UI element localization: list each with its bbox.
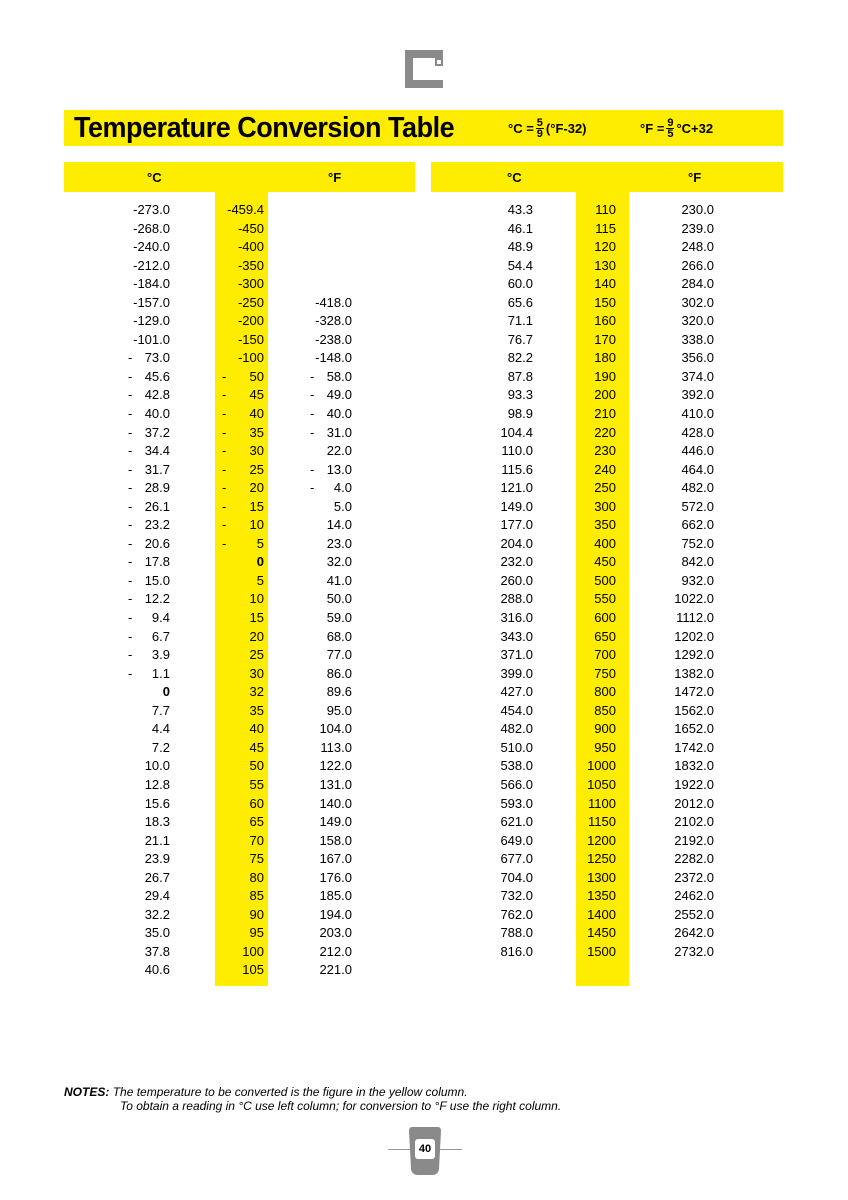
table-cell-fahrenheit: 2462.0: [674, 888, 714, 904]
table-cell-fahrenheit: 932.0: [681, 572, 714, 588]
table-cell-fahrenheit: 185.0: [319, 888, 352, 904]
table-cell-convert: - 10: [222, 517, 264, 533]
table-cell-convert: 1450: [587, 925, 616, 941]
table-cell-fahrenheit: 104.0: [319, 721, 352, 737]
table-cell-fahrenheit: 32.0: [326, 554, 352, 570]
table-cell-celsius: 288.0: [500, 591, 533, 607]
table-cell-celsius: 40.6: [144, 962, 170, 978]
table-cell-convert: 1350: [587, 888, 616, 904]
table-cell-celsius: - 42.8: [128, 387, 170, 403]
table-cell-celsius: 454.0: [500, 702, 533, 718]
table-cell-fahrenheit: 2642.0: [674, 925, 714, 941]
table-cell-celsius: - 20.6: [128, 535, 170, 551]
table-cell-convert: 95: [249, 925, 264, 941]
table-cell-convert: 1250: [587, 851, 616, 867]
table-cell-convert: - 30: [222, 443, 264, 459]
formula-fahrenheit: [640, 110, 713, 146]
left-fahrenheit-column: [310, 201, 352, 980]
table-cell-celsius: 7.2: [151, 739, 170, 755]
table-cell-convert: 1500: [587, 943, 616, 959]
table-cell-convert: 400: [594, 535, 616, 551]
table-cell-fahrenheit: 140.0: [319, 795, 352, 811]
table-cell-celsius: 46.1: [507, 220, 533, 236]
table-cell-convert: 80: [249, 869, 264, 885]
table-cell-celsius: -184.0: [133, 276, 170, 292]
table-cell-convert: 1400: [587, 906, 616, 922]
table-cell-convert: 50: [249, 758, 264, 774]
table-cell-convert: 350: [594, 517, 616, 533]
table-cell-convert: 230: [594, 443, 616, 459]
table-cell-fahrenheit: 41.0: [326, 572, 352, 588]
table-cell-convert: 190: [594, 368, 616, 384]
table-cell-celsius: - 12.2: [128, 591, 170, 607]
table-cell-celsius: 7.7: [151, 702, 170, 718]
table-cell-fahrenheit: 221.0: [319, 962, 352, 978]
table-cell-convert: 60: [249, 795, 264, 811]
table-cell-fahrenheit: 1832.0: [674, 758, 714, 774]
table-cell-celsius: -240.0: [133, 239, 170, 255]
table-cell-fahrenheit: -148.0: [315, 350, 352, 366]
table-cell-convert: 850: [594, 702, 616, 718]
table-cell-fahrenheit: 167.0: [319, 851, 352, 867]
table-cell-fahrenheit: 1292.0: [674, 647, 714, 663]
table-cell-convert: 105: [242, 962, 264, 978]
table-cell-celsius: 93.3: [507, 387, 533, 403]
table-cell-fahrenheit: 1382.0: [674, 665, 714, 681]
table-cell-celsius: 371.0: [500, 647, 533, 663]
table-cell-celsius: 54.4: [507, 257, 533, 273]
table-cell-celsius: 510.0: [500, 739, 533, 755]
table-cell-celsius: -129.0: [133, 313, 170, 329]
table-cell-fahrenheit: 230.0: [681, 202, 714, 217]
table-cell-celsius: 35.0: [144, 925, 170, 941]
table-cell-celsius: 26.7: [144, 869, 170, 885]
table-cell-fahrenheit: 89.6: [326, 684, 352, 700]
right-celsius-column: [480, 201, 533, 961]
table-cell-celsius: - 28.9: [128, 480, 170, 496]
table-cell-fahrenheit: 212.0: [319, 943, 352, 959]
table-cell-celsius: 15.6: [144, 795, 170, 811]
table-cell-fahrenheit: 68.0: [326, 628, 352, 644]
table-cell-celsius: - 9.4: [128, 610, 170, 626]
table-cell-convert: -350: [237, 257, 264, 273]
table-cell-convert: 160: [594, 313, 616, 329]
left-table-header: [64, 162, 415, 192]
table-cell-fahrenheit: 752.0: [681, 535, 714, 551]
table-cell-fahrenheit: [310, 275, 352, 294]
table-cell-celsius: 104.4: [500, 424, 533, 440]
table-cell-celsius: 23.9: [144, 851, 170, 867]
table-cell-fahrenheit: 1472.0: [674, 684, 714, 700]
table-cell-convert: 450: [594, 554, 616, 570]
table-cell-fahrenheit: 464.0: [681, 461, 714, 477]
table-cell-celsius: 538.0: [500, 758, 533, 774]
title-bar: [64, 110, 783, 146]
table-cell-convert: -450: [237, 220, 264, 236]
table-cell-fahrenheit: 158.0: [319, 832, 352, 848]
table-cell-celsius: - 26.1: [128, 498, 170, 514]
formula-f-fraction: [666, 118, 674, 139]
table-cell-fahrenheit: - 40.0: [310, 406, 352, 422]
table-cell-convert: 1150: [588, 814, 616, 830]
table-cell-fahrenheit: [310, 201, 352, 220]
table-cell-celsius: 12.8: [144, 776, 170, 792]
table-cell-celsius: - 6.7: [128, 628, 170, 644]
table-cell-fahrenheit: 392.0: [681, 387, 714, 403]
table-cell-fahrenheit: 22.0: [326, 443, 352, 459]
table-cell-celsius: 18.3: [144, 814, 170, 830]
table-cell-convert: 10: [249, 591, 264, 607]
table-cell-celsius: -157.0: [133, 294, 170, 310]
table-cell-fahrenheit: 2012.0: [674, 795, 714, 811]
table-cell-convert: 950: [594, 739, 616, 755]
table-cell-fahrenheit: - 13.0: [310, 461, 352, 477]
table-cell-celsius: 32.2: [144, 906, 170, 922]
table-cell-celsius: 110.0: [501, 443, 533, 459]
table-cell-convert: 32: [249, 684, 264, 700]
table-cell-fahrenheit: 842.0: [681, 554, 714, 570]
table-cell-convert: 220: [594, 424, 616, 440]
table-cell-fahrenheit: - 49.0: [310, 387, 352, 403]
table-cell-convert: -300: [237, 276, 264, 292]
table-cell-celsius: - 34.4: [128, 443, 170, 459]
table-cell-convert: 120: [594, 239, 616, 255]
table-cell-fahrenheit: 50.0: [326, 591, 352, 607]
table-cell-celsius: - 23.2: [128, 517, 170, 533]
table-cell-convert: 1000: [587, 758, 616, 774]
table-cell-convert: 1200: [587, 832, 616, 848]
table-cell-convert: 25: [249, 647, 264, 663]
header-fahrenheit-right: °F: [688, 170, 702, 185]
table-cell-fahrenheit: 23.0: [326, 535, 352, 551]
table-cell-convert: - 45: [222, 387, 264, 403]
formula-c-fraction: [536, 118, 544, 139]
header-celsius-left: °C: [147, 170, 162, 185]
table-cell-convert: 30: [249, 665, 264, 681]
table-cell-celsius: 98.9: [507, 406, 533, 422]
table-cell-celsius: - 31.7: [128, 461, 170, 477]
table-cell-convert: 170: [594, 331, 616, 347]
table-cell-convert: 700: [594, 647, 616, 663]
table-cell-convert: 20: [249, 628, 264, 644]
table-cell-fahrenheit: 284.0: [681, 276, 714, 292]
formula-c-lhs: °C =: [508, 120, 534, 136]
table-cell-convert: 1050: [587, 776, 616, 792]
formula-f-rhs: °C+32: [676, 120, 714, 136]
table-cell-celsius: 76.7: [507, 331, 533, 347]
table-cell-fahrenheit: 122.0: [319, 758, 352, 774]
table-cell-fahrenheit: 203.0: [319, 925, 352, 941]
table-cell-celsius: 621.0: [500, 814, 533, 830]
table-cell-convert: 90: [249, 906, 264, 922]
table-cell-celsius: 10.0: [144, 758, 170, 774]
table-cell-convert: 55: [249, 776, 264, 792]
table-cell-fahrenheit: 2552.0: [674, 906, 714, 922]
table-cell-celsius: - 3.9: [128, 647, 170, 663]
table-cell-celsius: - 37.2: [128, 424, 170, 440]
table-cell-fahrenheit: 14.0: [326, 517, 352, 533]
table-cell-fahrenheit: 86.0: [326, 665, 352, 681]
table-cell-convert: 35: [249, 702, 264, 718]
table-cell-convert: 115: [595, 220, 616, 236]
left-celsius-column: [128, 201, 170, 980]
table-cell-convert: 180: [594, 350, 616, 366]
formula-f-numerator: 9: [667, 116, 674, 129]
table-cell-celsius: - 40.0: [128, 406, 170, 422]
table-cell-fahrenheit: 356.0: [681, 350, 714, 366]
table-cell-convert: 200: [594, 387, 616, 403]
table-cell-fahrenheit: 248.0: [681, 239, 714, 255]
table-cell-convert: 550: [594, 591, 616, 607]
brand-logo: [405, 50, 443, 88]
table-cell-convert: 500: [594, 572, 616, 588]
table-cell-fahrenheit: [310, 238, 352, 257]
table-cell-celsius: 343.0: [500, 628, 533, 644]
table-cell-celsius: 482.0: [500, 721, 533, 737]
table-cell-fahrenheit: 131.0: [319, 776, 352, 792]
table-cell-celsius: 21.1: [144, 832, 170, 848]
table-cell-celsius: 204.0: [500, 535, 533, 551]
table-cell-celsius: 788.0: [500, 925, 533, 941]
table-cell-celsius: -273.0: [133, 202, 170, 217]
table-cell-convert: -459.4: [227, 202, 264, 217]
table-cell-fahrenheit: 338.0: [681, 331, 714, 347]
table-cell-convert: 240: [594, 461, 616, 477]
table-cell-fahrenheit: 2372.0: [674, 869, 714, 885]
table-cell-convert: 40: [249, 721, 264, 737]
table-cell-celsius: 65.6: [507, 294, 533, 310]
table-cell-fahrenheit: 302.0: [681, 294, 714, 310]
table-cell-fahrenheit: 2102.0: [674, 814, 714, 830]
table-cell-convert: - 20: [222, 480, 264, 496]
table-cell-convert: 65: [249, 814, 264, 830]
table-cell-convert: 650: [594, 628, 616, 644]
right-table-header: [431, 162, 783, 192]
notes: [64, 1085, 561, 1113]
table-cell-convert: 900: [594, 721, 616, 737]
table-cell-celsius: 816.0: [500, 943, 533, 959]
table-cell-celsius: - 1.1: [128, 665, 170, 681]
notes-line-1: The temperature to be converted is the figure in the yellow column.: [112, 1085, 468, 1099]
table-cell-convert: - 40: [222, 406, 264, 422]
table-cell-fahrenheit: - 31.0: [310, 424, 352, 440]
table-cell-celsius: 566.0: [500, 776, 533, 792]
table-cell-convert: 250: [594, 480, 616, 496]
table-cell-fahrenheit: 662.0: [681, 517, 714, 533]
table-cell-convert: 85: [249, 888, 264, 904]
table-cell-fahrenheit: 572.0: [681, 498, 714, 514]
table-cell-fahrenheit: [310, 220, 352, 239]
table-cell-celsius: - 15.0: [128, 572, 170, 588]
table-cell-fahrenheit: 1202.0: [674, 628, 714, 644]
table-cell-convert: - 5: [222, 535, 264, 551]
table-cell-convert: -200: [237, 313, 264, 329]
page-number: 40: [418, 1143, 432, 1155]
table-cell-convert: 5: [256, 572, 264, 588]
header-celsius-right: °C: [507, 170, 522, 185]
table-cell-convert: 110: [595, 202, 616, 217]
table-cell-celsius: 48.9: [507, 239, 533, 255]
table-cell-fahrenheit: 1562.0: [674, 702, 714, 718]
table-cell-fahrenheit: 2192.0: [674, 832, 714, 848]
table-cell-convert: - 15: [222, 498, 264, 514]
table-cell-celsius: 60.0: [507, 276, 533, 292]
table-cell-convert: - 50: [222, 368, 264, 384]
table-cell-convert: -250: [237, 294, 264, 310]
header-fahrenheit-left: °F: [328, 170, 342, 185]
table-cell-fahrenheit: 410.0: [681, 406, 714, 422]
table-cell-fahrenheit: 2282.0: [674, 851, 714, 867]
table-cell-celsius: 427.0: [500, 684, 533, 700]
table-cell-convert: 150: [594, 294, 616, 310]
page-number-badge: [408, 1125, 442, 1177]
table-cell-convert: 1100: [588, 795, 616, 811]
table-cell-fahrenheit: 1022.0: [674, 591, 714, 607]
table-cell-fahrenheit: 1742.0: [674, 739, 714, 755]
table-cell-fahrenheit: 374.0: [681, 368, 714, 384]
table-cell-celsius: 677.0: [500, 851, 533, 867]
table-cell-celsius: -268.0: [133, 220, 170, 236]
table-cell-convert: 75: [249, 851, 264, 867]
table-cell-convert: 300: [594, 498, 616, 514]
table-cell-celsius: 82.2: [507, 350, 533, 366]
right-convert-column: [580, 201, 616, 961]
table-cell-convert: -400: [237, 239, 264, 255]
table-cell-celsius: 43.3: [507, 202, 533, 217]
table-cell-celsius: 71.1: [507, 313, 533, 329]
table-cell-celsius: 121.0: [500, 480, 533, 496]
table-cell-celsius: 260.0: [500, 572, 533, 588]
table-cell-fahrenheit: 482.0: [681, 480, 714, 496]
table-cell-convert: 1300: [587, 869, 616, 885]
table-cell-convert: 15: [249, 610, 264, 626]
table-cell-fahrenheit: -328.0: [315, 313, 352, 329]
table-cell-fahrenheit: 77.0: [326, 647, 352, 663]
formula-c-numerator: 5: [536, 116, 543, 129]
table-cell-fahrenheit: 113.0: [320, 739, 352, 755]
table-cell-fahrenheit: 95.0: [326, 702, 352, 718]
table-cell-fahrenheit: [310, 257, 352, 276]
table-cell-convert: 210: [594, 406, 616, 422]
formula-c-denominator: 9: [536, 127, 543, 140]
table-cell-celsius: 149.0: [500, 498, 533, 514]
table-cell-fahrenheit: 239.0: [681, 220, 714, 236]
notes-line-2: To obtain a reading in °C use left column; for conversion to °F use the right column.: [120, 1099, 562, 1113]
table-cell-celsius: 87.8: [507, 368, 533, 384]
table-cell-convert: 0: [256, 554, 264, 570]
table-cell-fahrenheit: 5.0: [333, 498, 352, 514]
table-cell-fahrenheit: - 4.0: [310, 480, 352, 496]
table-cell-fahrenheit: 2732.0: [674, 943, 714, 959]
table-cell-celsius: 29.4: [144, 888, 170, 904]
table-cell-celsius: 0: [162, 684, 170, 700]
table-cell-celsius: 4.4: [151, 721, 170, 737]
table-cell-fahrenheit: 149.0: [319, 814, 352, 830]
table-cell-fahrenheit: 1112.0: [676, 610, 714, 626]
table-cell-celsius: 704.0: [500, 869, 533, 885]
table-cell-fahrenheit: 1652.0: [674, 721, 714, 737]
table-cell-fahrenheit: -238.0: [315, 331, 352, 347]
table-cell-convert: - 25: [222, 461, 264, 477]
table-cell-convert: 100: [242, 943, 264, 959]
table-cell-fahrenheit: 428.0: [681, 424, 714, 440]
table-cell-convert: 130: [594, 257, 616, 273]
formula-f-lhs: °F =: [640, 120, 665, 136]
table-cell-convert: -150: [237, 331, 264, 347]
table-cell-celsius: 115.6: [501, 461, 533, 477]
table-cell-celsius: - 45.6: [128, 368, 170, 384]
table-cell-celsius: 37.8: [144, 943, 170, 959]
table-cell-fahrenheit: 1922.0: [674, 776, 714, 792]
table-cell-convert: 750: [594, 665, 616, 681]
table-cell-convert: 600: [594, 610, 616, 626]
table-cell-fahrenheit: 320.0: [681, 313, 714, 329]
formula-c-rhs: (°F-32): [545, 120, 587, 136]
notes-label: NOTES:: [64, 1085, 110, 1099]
table-cell-convert: 45: [249, 739, 264, 755]
table-cell-celsius: 232.0: [500, 554, 533, 570]
table-cell-convert: - 35: [222, 424, 264, 440]
table-cell-celsius: -212.0: [133, 257, 170, 273]
right-fahrenheit-column: [660, 201, 714, 961]
table-cell-celsius: 177.0: [500, 517, 533, 533]
table-cell-fahrenheit: 194.0: [319, 906, 352, 922]
table-cell-celsius: 762.0: [500, 906, 533, 922]
formula-celsius: [508, 110, 587, 146]
table-cell-celsius: - 17.8: [128, 554, 170, 570]
table-cell-celsius: 316.0: [500, 610, 533, 626]
table-cell-celsius: 593.0: [500, 795, 533, 811]
table-cell-fahrenheit: - 58.0: [310, 368, 352, 384]
table-cell-convert: 140: [594, 276, 616, 292]
table-cell-celsius: 649.0: [500, 832, 533, 848]
table-cell-celsius: 399.0: [500, 665, 533, 681]
table-cell-fahrenheit: 446.0: [681, 443, 714, 459]
table-cell-fahrenheit: 176.0: [319, 869, 352, 885]
table-cell-convert: 800: [594, 684, 616, 700]
table-cell-fahrenheit: 59.0: [326, 610, 352, 626]
left-convert-column: [222, 201, 264, 980]
table-cell-celsius: - 73.0: [128, 350, 170, 366]
formula-f-denominator: 5: [667, 127, 674, 140]
page-title: Temperature Conversion Table: [74, 112, 455, 144]
table-cell-fahrenheit: -418.0: [315, 294, 352, 310]
table-cell-convert: -100: [237, 350, 264, 366]
table-cell-celsius: 732.0: [500, 888, 533, 904]
table-cell-convert: 70: [249, 832, 264, 848]
table-cell-fahrenheit: 266.0: [681, 257, 714, 273]
table-cell-celsius: -101.0: [133, 331, 170, 347]
